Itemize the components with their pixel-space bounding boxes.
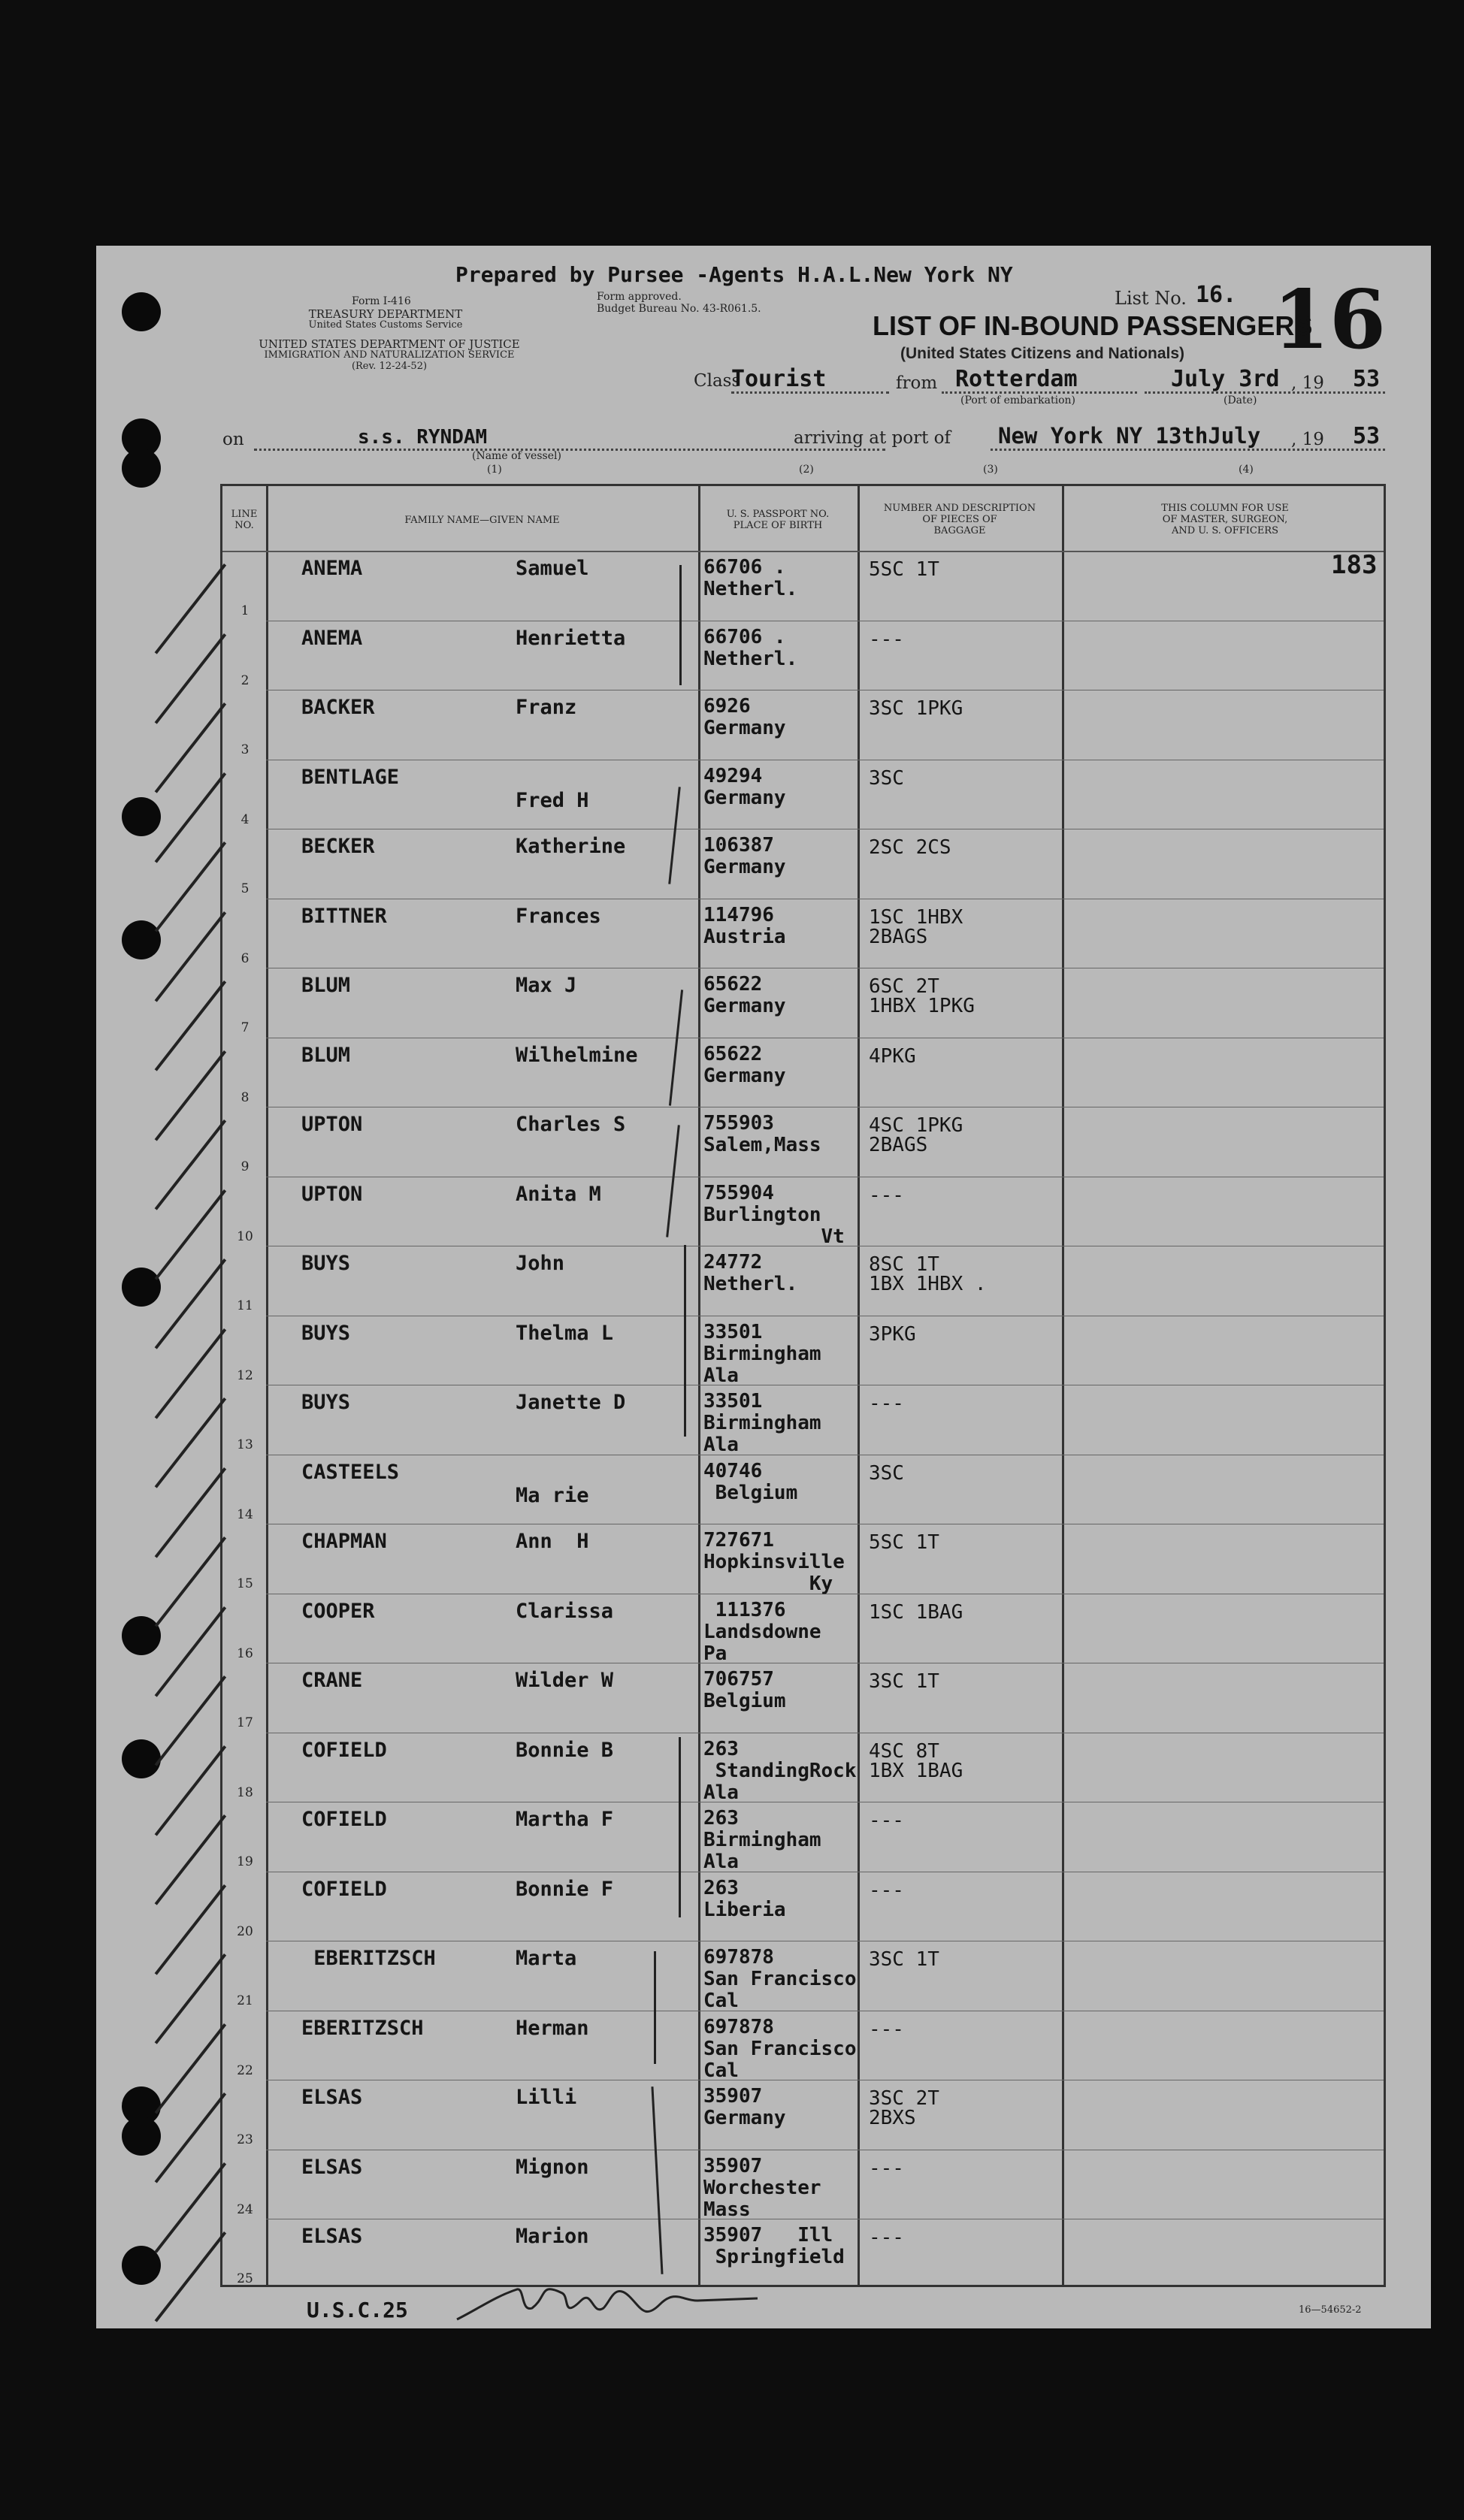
passport-birthplace: 66706 . Netherl.: [703, 625, 798, 670]
baggage: ---: [869, 2226, 904, 2249]
passport-birthplace: 263 Birmingham Ala: [703, 1807, 821, 1873]
check-mark: [155, 1814, 227, 1905]
family-bracket: [654, 1951, 656, 2064]
line-number: 1: [240, 603, 250, 618]
line-number: 25: [237, 2271, 253, 2286]
page-number-stamp: 16: [1272, 273, 1386, 367]
check-mark: [155, 1675, 227, 1766]
given-name: Franz: [516, 696, 577, 719]
check-mark: [155, 1467, 227, 1558]
check-mark: [155, 2092, 227, 2183]
baggage: 3SC 1T: [869, 1670, 939, 1693]
passport-birthplace: 106387 Germany: [703, 834, 786, 878]
family-name: BENTLAGE: [301, 765, 400, 789]
check-mark: [155, 1050, 227, 1141]
arrival-value: New York NY 13thJuly: [998, 423, 1261, 449]
col-number-2: (2): [799, 464, 814, 476]
baggage: 5SC 1T: [869, 1531, 939, 1554]
given-name: Lilli: [516, 2086, 577, 2109]
check-mark: [155, 1953, 227, 2044]
list-no-label: List No.: [1115, 288, 1187, 309]
baggage: ---: [869, 1183, 904, 1207]
given-name: Ann H: [516, 1530, 589, 1553]
check-mark: [155, 703, 227, 793]
given-name: Clarissa: [516, 1599, 614, 1623]
line-number: 9: [240, 1159, 250, 1174]
passport-birthplace: 35907 Worchester Mass: [703, 2154, 821, 2221]
check-mark: [155, 1258, 227, 1349]
baggage: 3SC 1T: [869, 1948, 939, 1971]
class-label: Class: [694, 371, 741, 391]
given-name: Mignon: [516, 2155, 589, 2179]
line-number: 12: [237, 1367, 253, 1383]
baggage: 2SC 2CS: [869, 836, 951, 859]
class-dotline: [731, 391, 889, 394]
given-name: Fred H: [516, 788, 589, 812]
binder-hole: [122, 920, 161, 959]
passport-birthplace: 114796 Austria: [703, 903, 786, 948]
line-number: 23: [237, 2132, 253, 2147]
family-name: BUYS: [301, 1321, 351, 1345]
col-number-1: (1): [487, 464, 502, 476]
given-name: Thelma L: [516, 1321, 614, 1345]
check-mark: [155, 1536, 227, 1627]
binder-hole: [122, 292, 161, 331]
revision-date: (Rev. 12-24-52): [351, 361, 428, 372]
binder-hole: [122, 797, 161, 836]
family-name: BACKER: [301, 696, 375, 719]
passport-birthplace: 35907 Ill Springfield: [703, 2224, 845, 2268]
binder-hole: [122, 449, 161, 488]
check-mark: [155, 1606, 227, 1697]
check-mark: [155, 1328, 227, 1419]
given-name: Bonnie F: [516, 1877, 614, 1901]
col-number-3: (3): [983, 464, 998, 476]
given-name: Marta: [516, 1947, 577, 1970]
baggage: ---: [869, 1878, 904, 1902]
line-number: 2: [240, 672, 250, 688]
list-no-value: 16.: [1196, 282, 1237, 308]
officer-note: 183: [1331, 550, 1378, 580]
baggage: 3PKG: [869, 1322, 916, 1346]
family-name: ELSAS: [301, 2086, 363, 2109]
header-passport: U. S. PASSPORT NO. PLACE OF BIRTH: [726, 509, 830, 531]
binder-hole: [122, 1739, 161, 1778]
check-mark: [155, 2023, 227, 2114]
passport-birthplace: 6926 Germany: [703, 695, 786, 739]
line-number: 22: [237, 2062, 253, 2078]
signature: [449, 2267, 765, 2337]
passport-birthplace: 40746 Belgium: [703, 1459, 798, 1504]
immigration-service: IMMIGRATION AND NATURALIZATION SERVICE: [264, 349, 515, 361]
family-name: UPTON: [301, 1113, 363, 1136]
family-name: BUYS: [301, 1252, 351, 1275]
date-caption: (Date): [1224, 394, 1257, 406]
family-name: BITTNER: [301, 904, 387, 928]
baggage: ---: [869, 2156, 904, 2180]
check-mark: [155, 842, 227, 932]
baggage: 4PKG: [869, 1044, 916, 1068]
port-embark-caption: (Port of embarkation): [960, 394, 1075, 406]
check-mark: [155, 564, 227, 654]
baggage: ---: [869, 1392, 904, 1415]
given-name: Charles S: [516, 1113, 626, 1136]
passenger-table: [220, 484, 1386, 2287]
line-number: 18: [237, 1784, 253, 1800]
given-name: Wilder W: [516, 1669, 614, 1692]
given-name: Katherine: [516, 835, 626, 858]
given-name: John: [516, 1252, 565, 1275]
given-name: Frances: [516, 904, 601, 928]
header-line-no: LINE NO.: [231, 509, 258, 531]
date-year-prefix: , 19: [1291, 373, 1324, 393]
customs-service: United States Customs Service: [308, 319, 463, 331]
given-name: Max J: [516, 974, 577, 997]
line-number: 20: [237, 1923, 253, 1939]
family-name: BLUM: [301, 1043, 351, 1067]
baggage: 5SC 1T: [869, 558, 939, 581]
passport-birthplace: 33501 Birmingham Ala: [703, 1320, 821, 1387]
family-name: COFIELD: [301, 1877, 387, 1901]
check-mark: [155, 1397, 227, 1488]
line-number: 14: [237, 1506, 253, 1522]
binder-hole: [122, 1268, 161, 1307]
baggage: 3SC: [869, 766, 904, 790]
arrival-dotline: [991, 449, 1385, 451]
check-mark: [155, 772, 227, 863]
arrival-year: 53: [1353, 423, 1381, 449]
arriving-label: arriving at port of: [794, 428, 951, 448]
line-number: 6: [240, 950, 250, 966]
form-title: LIST OF IN-BOUND PASSENGERS: [873, 310, 1313, 341]
family-name: EBERITZSCH: [301, 1947, 436, 1970]
baggage: ---: [869, 627, 904, 651]
col-number-4: (4): [1239, 464, 1254, 476]
baggage: 6SC 2T 1HBX 1PKG: [869, 975, 975, 1017]
header-officers: THIS COLUMN FOR USE OF MASTER, SURGEON, AND U. S. OFFICERS: [1161, 503, 1289, 536]
header-name: FAMILY NAME—GIVEN NAME: [404, 515, 560, 526]
baggage: ---: [869, 1809, 904, 1832]
check-mark: [155, 633, 227, 724]
form-approved: Form approved.: [597, 291, 682, 303]
vessel-name: s.s. RYNDAM: [358, 426, 488, 449]
form-code: 16—54652-2: [1299, 2304, 1362, 2316]
budget-bureau: Budget Bureau No. 43-R061.5.: [597, 303, 761, 315]
passport-birthplace: 65622 Germany: [703, 973, 786, 1017]
manifest-page: [96, 246, 1431, 2328]
baggage: 8SC 1T 1BX 1HBX .: [869, 1253, 987, 1295]
baggage: 1SC 1HBX 2BAGS: [869, 905, 963, 948]
passport-birthplace: 755903 Salem,Mass: [703, 1112, 821, 1156]
family-name: COFIELD: [301, 1808, 387, 1831]
family-name: COOPER: [301, 1599, 375, 1623]
family-name: BUYS: [301, 1391, 351, 1414]
passport-birthplace: 49294 Germany: [703, 764, 786, 809]
justice-dept: UNITED STATES DEPARTMENT OF JUSTICE: [259, 337, 520, 351]
line-number: 10: [237, 1228, 253, 1244]
given-name: Marion: [516, 2225, 589, 2248]
check-mark: [155, 1745, 227, 1836]
baggage: 3SC: [869, 1461, 904, 1485]
line-number: 17: [237, 1715, 253, 1730]
check-mark: [155, 1884, 227, 1975]
line-number: 24: [237, 2201, 253, 2217]
line-number: 13: [237, 1437, 253, 1452]
date-dotline: [1145, 391, 1385, 394]
family-name: BECKER: [301, 835, 375, 858]
line-number: 15: [237, 1576, 253, 1591]
passport-birthplace: 706757 Belgium: [703, 1668, 786, 1712]
treasury-dept: TREASURY DEPARTMENT: [308, 307, 463, 321]
line-number: 11: [237, 1298, 253, 1313]
passport-birthplace: 24772 Netherl.: [703, 1251, 798, 1295]
family-bracket: [679, 565, 682, 685]
date-value: July 3rd: [1171, 366, 1280, 392]
footer-usc: U.S.C.25: [307, 2298, 408, 2322]
from-dotline: [942, 391, 1137, 394]
check-mark: [155, 911, 227, 1002]
family-name: ANEMA: [301, 557, 363, 580]
baggage: 1SC 1BAG: [869, 1600, 963, 1624]
baggage: 4SC 8T 1BX 1BAG: [869, 1739, 963, 1782]
check-mark: [155, 981, 227, 1071]
passport-birthplace: 697878 San Francisco Cal: [703, 2015, 857, 2082]
from-value: Rotterdam: [955, 366, 1078, 392]
date-year: 53: [1353, 366, 1381, 392]
passport-birthplace: 111376 Landsdowne Pa: [703, 1598, 821, 1665]
header-baggage: NUMBER AND DESCRIPTION OF PIECES OF BAGGAGE: [883, 503, 1036, 536]
binder-hole: [122, 2117, 161, 2156]
check-mark: [155, 1189, 227, 1280]
family-bracket: [679, 1737, 681, 1917]
passport-birthplace: 65622 Germany: [703, 1042, 786, 1087]
passport-birthplace: 263 Liberia: [703, 1876, 786, 1921]
line-number: 4: [240, 811, 250, 827]
passport-birthplace: 35907 Germany: [703, 2085, 786, 2129]
binder-hole: [122, 1616, 161, 1655]
check-mark: [155, 2162, 227, 2253]
line-number: 19: [237, 1854, 253, 1869]
on-label: on: [222, 430, 244, 449]
line-number: 7: [240, 1020, 250, 1035]
given-name: Bonnie B: [516, 1738, 614, 1762]
given-name: Herman: [516, 2016, 589, 2040]
arrival-year-prefix: , 19: [1291, 430, 1324, 449]
check-mark: [155, 2231, 227, 2322]
passport-birthplace: 263 StandingRock Ala: [703, 1737, 857, 1804]
baggage: 3SC 1PKG: [869, 697, 963, 720]
passport-birthplace: 727671 Hopkinsville Ky: [703, 1529, 845, 1595]
given-name: Samuel: [516, 557, 589, 580]
family-name: BLUM: [301, 974, 351, 997]
family-name: CHAPMAN: [301, 1530, 387, 1553]
from-label: from: [896, 373, 938, 393]
vessel-dotline: [254, 449, 885, 451]
family-name: COFIELD: [301, 1738, 387, 1762]
passport-birthplace: 697878 San Francisco Cal: [703, 1946, 857, 2012]
passport-birthplace: 755904 Burlington Vt: [703, 1181, 845, 1248]
family-name: CRANE: [301, 1669, 363, 1692]
line-number: 8: [240, 1089, 250, 1105]
check-mark: [155, 1119, 227, 1210]
line-number: 5: [240, 881, 250, 896]
baggage: ---: [869, 2017, 904, 2041]
given-name: Martha F: [516, 1808, 614, 1831]
baggage: 4SC 1PKG 2BAGS: [869, 1114, 963, 1156]
family-name: CASTEELS: [301, 1460, 400, 1484]
given-name: Anita M: [516, 1182, 601, 1206]
given-name: Wilhelmine: [516, 1043, 638, 1067]
form-number: Form I-416: [352, 295, 411, 307]
prepared-by: Prepared by Pursee -Agents H.A.L.New York NY: [455, 262, 1013, 287]
line-number: 3: [240, 742, 250, 757]
family-name: UPTON: [301, 1182, 363, 1206]
family-name: ANEMA: [301, 626, 363, 650]
family-bracket: [684, 1245, 686, 1437]
family-name: EBERITZSCH: [301, 2016, 424, 2040]
given-name: Janette D: [516, 1391, 626, 1414]
class-value: Tourist: [731, 366, 827, 392]
line-number: 16: [237, 1645, 253, 1661]
passport-birthplace: 33501 Birmingham Ala: [703, 1390, 821, 1456]
baggage: 3SC 2T 2BXS: [869, 2087, 939, 2129]
line-number: 21: [237, 1993, 253, 2008]
family-name: ELSAS: [301, 2155, 363, 2179]
given-name: Henrietta: [516, 626, 626, 650]
passport-birthplace: 66706 . Netherl.: [703, 556, 798, 600]
given-name: Ma rie: [516, 1483, 589, 1507]
vessel-caption: (Name of vessel): [472, 450, 561, 462]
form-subtitle: (United States Citizens and Nationals): [900, 345, 1185, 362]
family-name: ELSAS: [301, 2225, 363, 2248]
